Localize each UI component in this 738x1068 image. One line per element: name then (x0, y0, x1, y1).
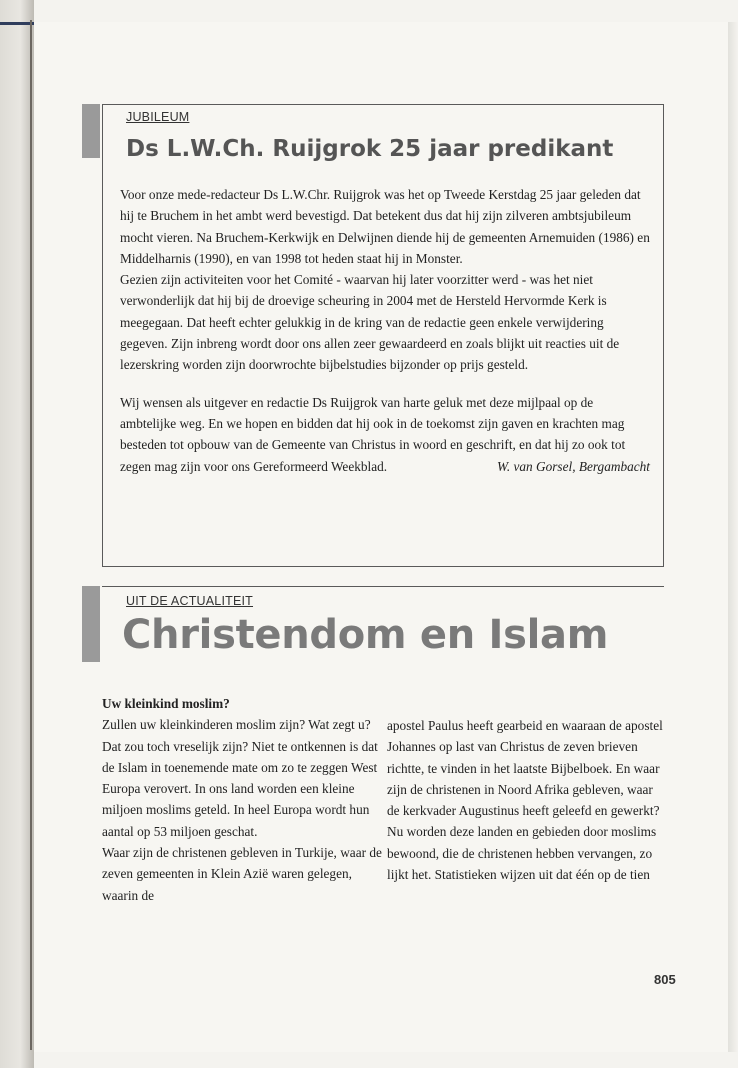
signature: W. van Gorsel, Bergambacht (496, 458, 650, 474)
page-number: 805 (654, 972, 676, 987)
right-column (387, 715, 667, 885)
section-kicker: UIT DE ACTUALITEIT (126, 594, 254, 608)
section-kicker: JUBILEUM (126, 110, 190, 124)
section-marker (82, 586, 100, 662)
page-edge (728, 22, 738, 1052)
section-marker (82, 104, 100, 158)
section-rule (102, 586, 664, 587)
subheading: Uw kleinkind moslim? (102, 696, 230, 711)
paragraph: Zullen uw kleinkinderen moslim zijn? Wat zegt u? Dat zou toch vreselijk zijn? Niet te ontkennen is dat de Islam in toenemende mate om zo te zeggen West Europa verovert. In ons land worden een kleine miljoen moslims geteld. In heel Europa wordt hun aantal op 53 miljoen geschat. (102, 717, 378, 839)
paragraph: Gezien zijn activiteiten voor het Comité - waarvan hij later voorzitter werd - was het niet verwonderlijk dat hij bij de droevige scheuring in 2004 met de Hersteld Hervormde Kerk is meegegaan. Dat heeft echter gelukkig in de kring van de redactie geen enkele verwijdering gegeven. Zijn inbreng wordt door ons allen zeer gewaardeerd en zoals blijkt uit reacties uit de lezerskring worden zijn doorwrochte bijbelstudies bijzonder op prijs gesteld. (120, 272, 620, 373)
left-column (102, 693, 382, 906)
book-spine (30, 20, 32, 1050)
paragraph: Nu worden deze landen en gebieden door moslims bewoond, die de christenen hebben vervangen, zo lijkt het. Statistieken wijzen uit dat één op de tien (387, 824, 657, 883)
paragraph: Wij wensen als uitgever en redactie Ds Ruijgrok van harte geluk met deze mijlpaal op de ambtelijke weg. En we hopen en bidden dat hij ook in de toekomst zijn gaven en krachten mag besteden tot opbouw van de Gemeente van Christus in woord en geschrift, en dat hij zo ook tot zegen mag zijn voor ons Gereformeerd Weekblad. (120, 394, 626, 474)
paragraph: apostel Paulus heeft gearbeid en waaraan de apostel Johannes op last van Christus de zeven brieven richtte, te vinden in het laatste Bijbelboek. En waar zijn de christenen in Noord Afrika gebleven, waar de kerkvader Augustinus heeft geleefd en gewerkt? (387, 718, 663, 819)
paragraph: Waar zijn de christenen gebleven in Turkije, waar de zeven gemeenten in Klein Azië waren gelegen, waarin de (102, 845, 382, 903)
paragraph: Voor onze mede-redacteur Ds L.W.Chr. Ruijgrok was het op Tweede Kerstdag 25 jaar geleden dat hij te Bruchem in het ambt werd bevestigd. Dat betekent dus dat hij zijn zilveren ambtsjubileum mocht vieren. Na Bruchem-Kerkwijk en Delwijnen diende hij de gemeenten Arnemuiden (1986) en Middelharnis (1990), en van 1998 tot heden staat hij in Monster. (120, 187, 650, 266)
article-title: Christendom en Islam (122, 612, 609, 658)
left-page-edge (0, 0, 34, 1068)
article-body (120, 184, 650, 477)
article-title: Ds L.W.Ch. Ruijgrok 25 jaar predikant (126, 136, 614, 162)
